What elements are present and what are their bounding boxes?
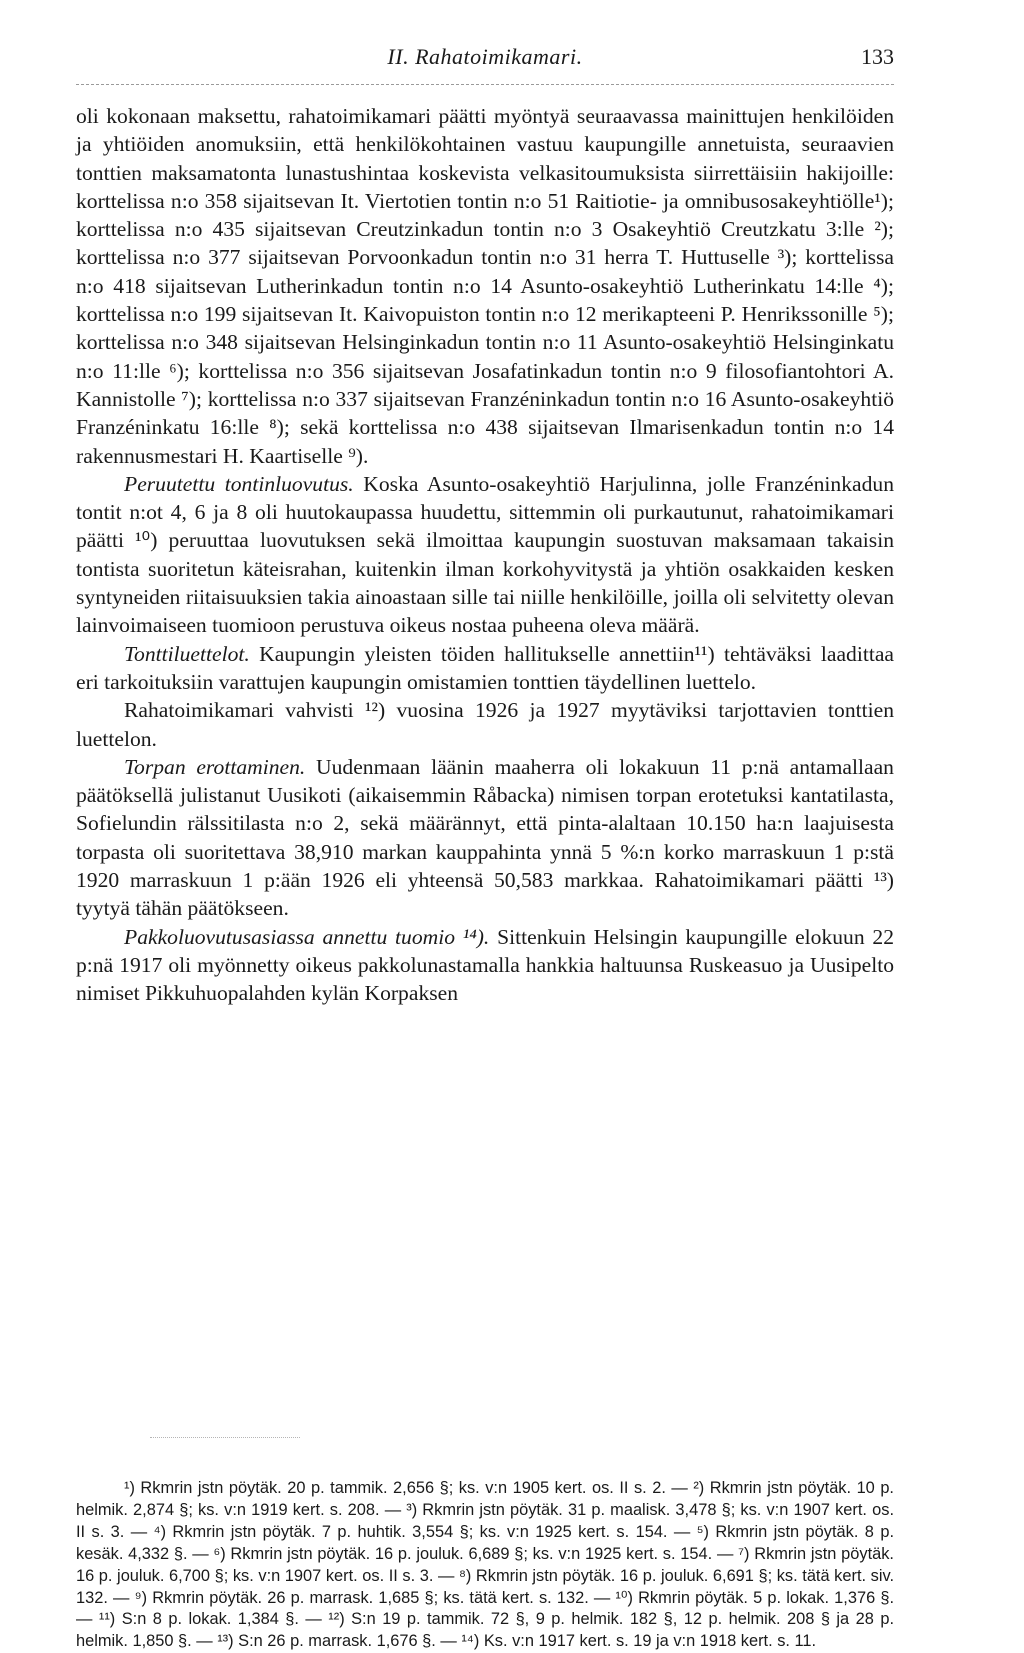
footnotes [76,1478,894,1653]
paragraph-6-text: Sittenkuin Helsingin kaupungille elokuun 22 p:nä 1917 oli myönnetty oikeus pakkolunastamalla hankkia haltuunsa Ruskeasuo ja Uusipelto nimiset Pikkuhuopalahden kylän Korpaksen [76,924,895,1006]
paragraph-5-text: Uudenmaan läänin maaherra oli lokakuun 11 p:nä antamallaan päätöksellä julistanut Uusikoti (aikaisemmin Råbacka) nimisen torpan erotetuksi kantatilasta, Sofielundin rälssitilasta n:o 2, sekä määrännyt, että pinta-alaltaan 10.150 ha:n laajuisesta torpasta oli suoritettava 38,910 markan kauppahinta ynnä 5 %:n korko marraskuun 1 p:stä 1920 marraskuun 1 p:ään 1926 eli yhteensä 50,583 markkaa. Rahatoimikamari päätti ¹³) tyytyä tähän päätökseen. [76,754,894,921]
paragraph-1: oli kokonaan maksettu, rahatoimikamari päätti myöntyä seuraavassa mainittujen henkilöiden ja yhtiöiden anomuksiin, että henkilökohtainen vastuu kaupungille annetuista, seuraavien tonttien maksamatonta lunastushintaa koskevista velkasitoumuksista siirrettäisiin hakijoille: korttelissa n:o 358 sijaitsevan It. Viertotien tontin n:o 51 Raitiotie- ja omnibusosakeyhtiölle¹); korttelissa n:o 435 sijaitsevan Creutzinkadun tontin n:o 3 Osakeyhtiö Creutzkatu 3:lle ²); korttelissa n:o 377 sijaitsevan Porvoonkadun tontin n:o 31 herra T. Huttuselle ³); korttelissa n:o 418 sijaitsevan Lutherinkadun tontin n:o 14 Asunto-osakeyhtiö Lutherinkatu 14:lle ⁴); korttelissa n:o 199 sijaitsevan It. Kaivopuiston tontin n:o 12 merikapteeni P. Henrikssonille ⁵); korttelissa n:o 348 sijaitsevan Helsinginkadun tontin n:o 11 Asunto-osakeyhtiö Helsinginkatu n:o 11:lle ⁶); korttelissa n:o 356 sijaitsevan Josafatinkadun tontin n:o 9 filosofiantohtori A. Kannistolle ⁷); korttelissa n:o 337 sijaitsevan Franzéninkadun tontin n:o 16 Asunto-osakeyhtiö Franzéninkatu 16:lle ⁸); sekä korttelissa n:o 438 sijaitsevan Ilmarisenkadun tontin n:o 14 rakennusmestari H. Kaartiselle ⁹). [76,104,894,468]
paragraph-6 [76,923,894,1008]
paragraph-2-text: Koska Asunto-osakeyhtiö Harjulinna, jolle Franzéninkadun tontit n:ot 4, 6 ja 8 oli huutokaupassa huudettu, sittemmin oli purkautunut, rahatoimikamari päätti ¹⁰) peruuttaa luovutuksen sekä ilmoittaa kaupungin suostuvan maksamaan takaisin tontista suoritetun käteisrahan, kuitenkin ilman korkohyvitystä ja yhtiön osakkaiden kesken syntyneiden riitaisuuksien takia ainoastaan sille tai niille henkilöille, joilla oli selvitetty olevan lainvoimaiseen tuomioon perustuva oikeus nostaa puheena oleva määrä. [76,471,894,638]
section-heading-peruutettu: Peruutettu tontinluovutus. [124,471,354,496]
running-header [76,44,894,85]
page-number: 133 [861,44,894,69]
paragraph-4: Rahatoimikamari vahvisti ¹²) vuosina 1926 ja 1927 myytäviksi tarjottavien tonttien luettelon. [76,698,894,751]
section-heading-tonttiluettelot: Tonttiluettelot. [124,641,250,666]
running-title: II. Rahatoimikamari. [387,44,583,69]
section-heading-pakkoluovutus: Pakkoluovutusasiassa annettu tuomio ¹⁴). [124,924,490,949]
paragraph-3-text: Kaupungin yleisten töiden hallitukselle annettiin¹¹) tehtäväksi laadittaa eri tarkoituksiin varattujen kaupungin omistamien tonttien täydellinen luettelo. [76,641,894,694]
paragraph-3 [76,640,894,697]
footnotes-text: ¹) Rkmrin jstn pöytäk. 20 p. tammik. 2,656 §; ks. v:n 1905 kert. os. II s. 2. — ²) Rkmrin jstn pöytäk. 10 p. helmik. 2,874 §; ks. v:n 1919 kert. s. 208. — ³) Rkmrin jstn pöytäk. 31 p. maalisk. 3,478 §; ks. v:n 1907 kert. os. II s. 3. — ⁴) Rkmrin jstn pöytäk. 7 p. huhtik. 3,554 §; ks. v:n 1925 kert. s. 154. — ⁵) Rkmrin jstn pöytäk. 8 p. kesäk. 4,332 §. — ⁶) Rkmrin jstn pöytäk. 16 p. jouluk. 6,689 §; ks. v:n 1925 kert. s. 154. — ⁷) Rkmrin jstn pöytäk. 16 p. jouluk. 6,700 §; ks. v:n 1907 kert. os. II s. 3. — ⁸) Rkmrin jstn pöytäk. 16 p. jouluk. 6,691 §; ks. tätä kert. siv. 132. — ⁹) Rkmrin pöytäk. 26 p. marrask. 1,685 §; ks. tätä kert. s. 132. — ¹⁰) Rkmrin pöytäk. 5 p. lokak. 1,376 §. — ¹¹) S:n 8 p. lokak. 1,384 §. — ¹²) S:n 19 p. tammik. 72 §, 9 p. helmik. 182 §, 12 p. helmik. 208 § ja 28 p. helmik. 1,850 §. — ¹³) S:n 26 p. marrask. 1,676 §. — ¹⁴) Ks. v:n 1917 kert. s. 19 ja v:n 1918 kert. s. 11. [76,1479,894,1651]
section-heading-torpan-erottaminen: Torpan erottaminen. [124,754,306,779]
paragraph-5 [76,753,894,923]
paragraph-2 [76,470,894,640]
body-text [76,102,894,1008]
footnote-divider [150,1437,300,1438]
